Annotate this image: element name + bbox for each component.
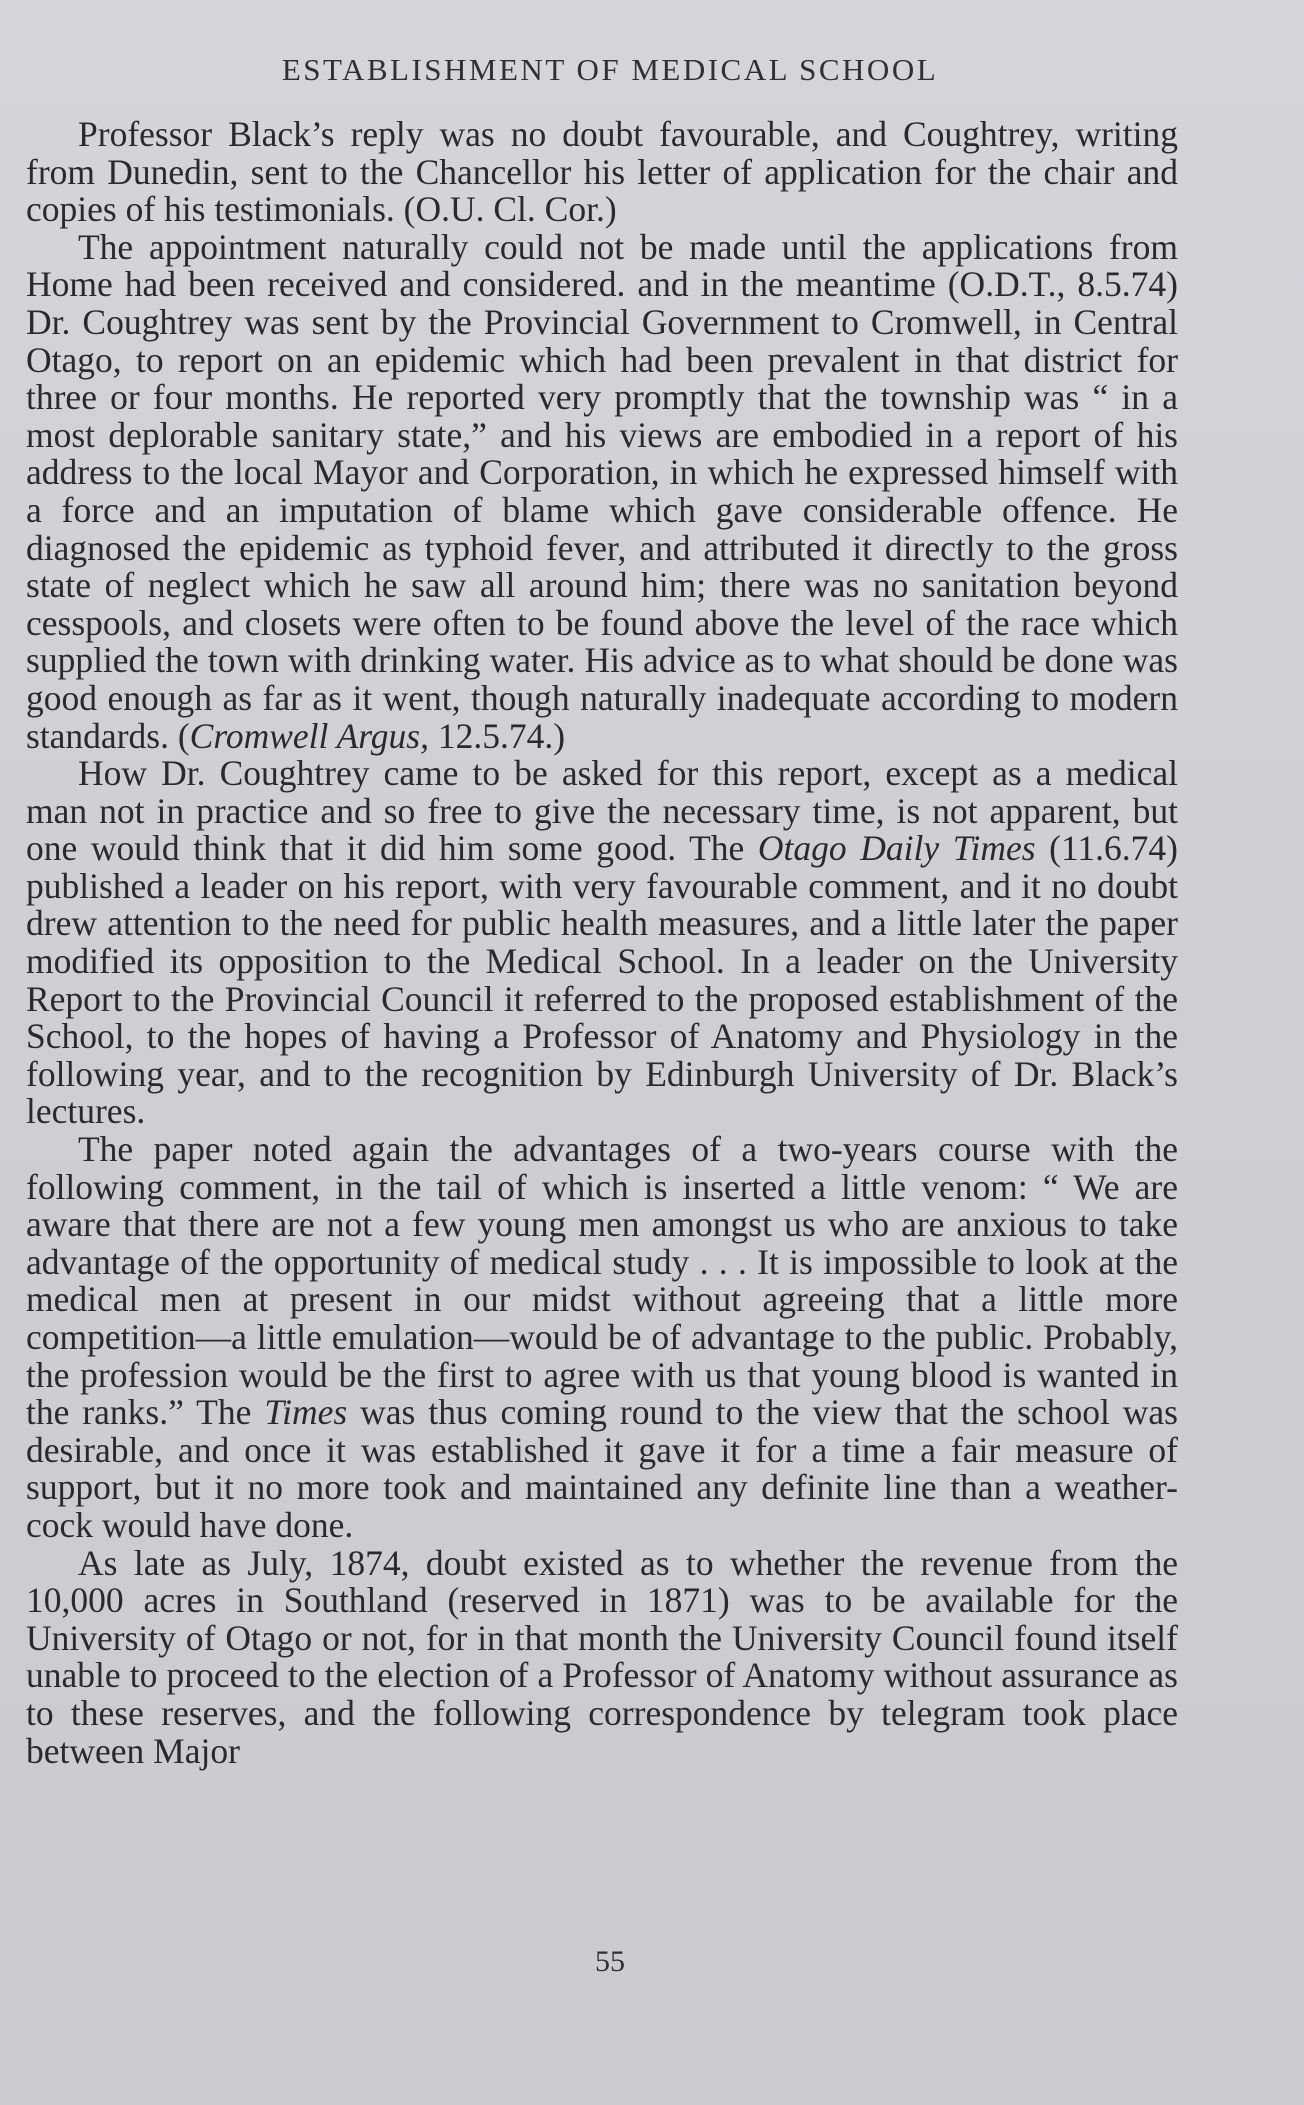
- paragraph-text: (11.6.74) published a leader on his report, with very favourable comment, and it no doubt drew attention to the need for public health measures, and a little later the paper modified its opposition to the Medical School. In a leader on the University Report to the Provincial Council it referred to the proposed establishment of the School, to the hopes of having a Professor of Anatomy and Physiology in the following year, and to the recognition by Edinburgh University of Dr. Black’s lectures.: [26, 828, 1179, 1132]
- italic-citation-title: Cromwell Argus,: [189, 715, 429, 756]
- paragraph-4: [26, 1131, 1178, 1545]
- paragraph-text: 12.5.74.): [429, 715, 566, 756]
- paragraph-5: [26, 1542, 1178, 1771]
- paragraph-2: [26, 226, 1178, 756]
- running-head: ESTABLISHMENT OF MEDICAL SCHOOL: [281, 52, 939, 87]
- paragraph-text: Professor Black’s reply was no doubt favourable, and Coughtrey, writing from Dunedin, sent to the Chancellor his letter of application for the chair and copies of his testimonials. (O.U. Cl. Cor.): [26, 114, 1178, 230]
- body-text: [26, 116, 1178, 1770]
- paragraph-text: How Dr. Coughtrey came to be asked for this report, except as a medical man not in practice and so free to give the necessary time, is not apparent, but one would think that it did him some good. The: [26, 753, 1178, 869]
- page-number: 55: [595, 1945, 625, 1978]
- paragraph-text: The paper noted again the advantages of a two-years course with the following comment, in the tail of which is inserted a little venom: “ We are aware that there are not a few young men amongst us who are anxious to take advantage of the opportunity of medical study . . . It is impossible to look at the medical men at present in our midst without agreeing that a little more competition—a little emulation—would be of advantage to the public. Probably, the profession would be the first to agree with us that young blood is wanted in the ranks.” The: [26, 1129, 1178, 1433]
- paragraph-1: [26, 116, 1178, 229]
- italic-newspaper-title: Times: [264, 1392, 348, 1433]
- italic-newspaper-title: Otago Daily Times: [757, 828, 1036, 869]
- paragraph-text: The appointment naturally could not be made until the applications from Home had been received and considered. and in the meantime (O.D.T., 8.5.74) Dr. Coughtrey was sent by the Provincial Government to Cromwell, in Central Otago, to report on an epidemic which had been prevalent in that district for three or four months. He reported very promptly that the township was “ in a most deplorable sanitary state,” and his views are embodied in a report of his address to the local Mayor and Corporation, in which he expressed himself with a force and an imputation of blame which gave considerable offence. He diagnosed the epidemic as typhoid fever, and attributed it directly to the gross state of neglect which he saw all around him; there was no sanitation beyond cesspools, and closets were often to be found above the level of the race which supplied the town with drinking water. His advice as to what should be done was good enough as far as it went, though naturally inadequate according to modern standards. (: [26, 226, 1178, 756]
- paragraph-3: [26, 755, 1178, 1131]
- paragraph-text: was thus coming round to the view that the school was desirable, and once it was established it gave it for a time a fair measure of support, but it no more took and maintained any definite line than a weather-cock would have done.: [26, 1392, 1178, 1545]
- paragraph-text: As late as July, 1874, doubt existed as to whether the revenue from the 10,000 acres in Southland (reserved in 1871) was to be available for the University of Otago or not, for in that month the University Council found itself unable to proceed to the election of a Professor of Anatomy without assurance as to these reserves, and the following correspondence by telegram took place between Major: [26, 1542, 1178, 1771]
